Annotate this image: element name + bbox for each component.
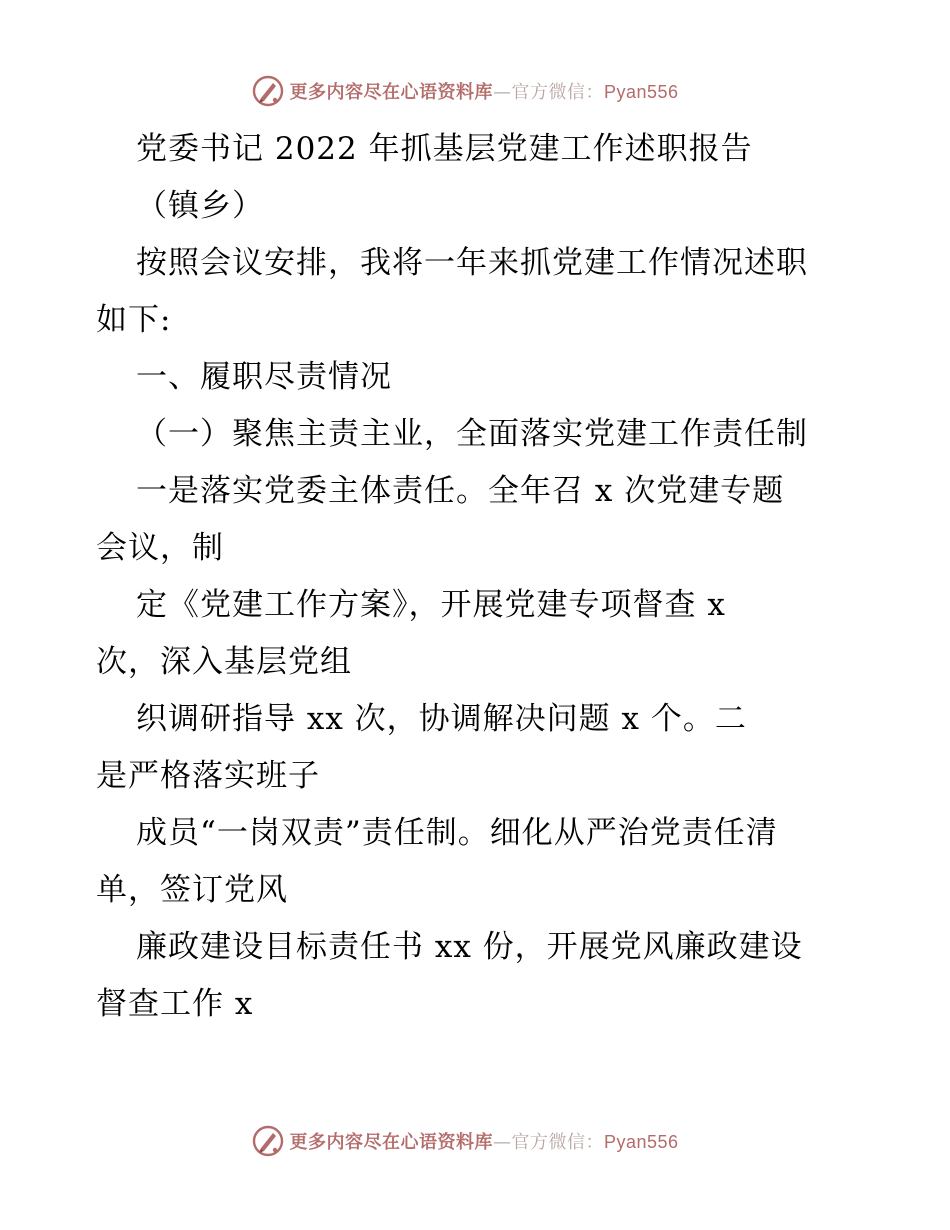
watermark-text: 更多内容尽在心语资料库—官方微信：Pyan556 <box>289 1132 679 1153</box>
pen-logo-icon <box>251 74 285 108</box>
paragraph-line: 督查工作 x <box>96 986 254 1022</box>
document-body <box>96 121 866 1033</box>
paragraph-line: 一是落实党委主体责任。全年召 x 次党建专题 <box>136 473 785 509</box>
paragraph-line: 廉政建设目标责任书 xx 份，开展党风廉政建设 <box>136 929 803 965</box>
paragraph-line: 成员“一岗双责”责任制。细化从严治党责任清 <box>136 815 778 851</box>
document-title: 党委书记 2022 年抓基层党建工作述职报告 <box>136 131 753 167</box>
pen-logo-icon <box>251 1124 285 1158</box>
paragraph-line: 按照会议安排，我将一年来抓党建工作情况述职 <box>136 245 808 281</box>
paragraph-line: 织调研指导 xx 次，协调解决问题 x 个。二 <box>136 701 747 737</box>
watermark-text: 更多内容尽在心语资料库—官方微信：Pyan556 <box>289 82 679 103</box>
paragraph-line: 单，签订党风 <box>96 872 288 908</box>
paragraph-line: 会议，制 <box>96 530 224 566</box>
paragraph-line: 次，深入基层党组 <box>96 644 352 680</box>
watermark-header <box>0 71 950 111</box>
watermark-footer <box>0 1121 950 1161</box>
paragraph-line: 如下: <box>96 302 172 338</box>
paragraph-line: 是严格落实班子 <box>96 758 320 794</box>
document-subtitle: （镇乡） <box>136 188 264 224</box>
paragraph-line: 定《党建工作方案》，开展党建专项督查 x <box>136 587 726 623</box>
section-heading: 一、履职尽责情况 <box>136 359 392 395</box>
subsection-heading: （一）聚焦主责主业，全面落实党建工作责任制 <box>136 416 808 452</box>
